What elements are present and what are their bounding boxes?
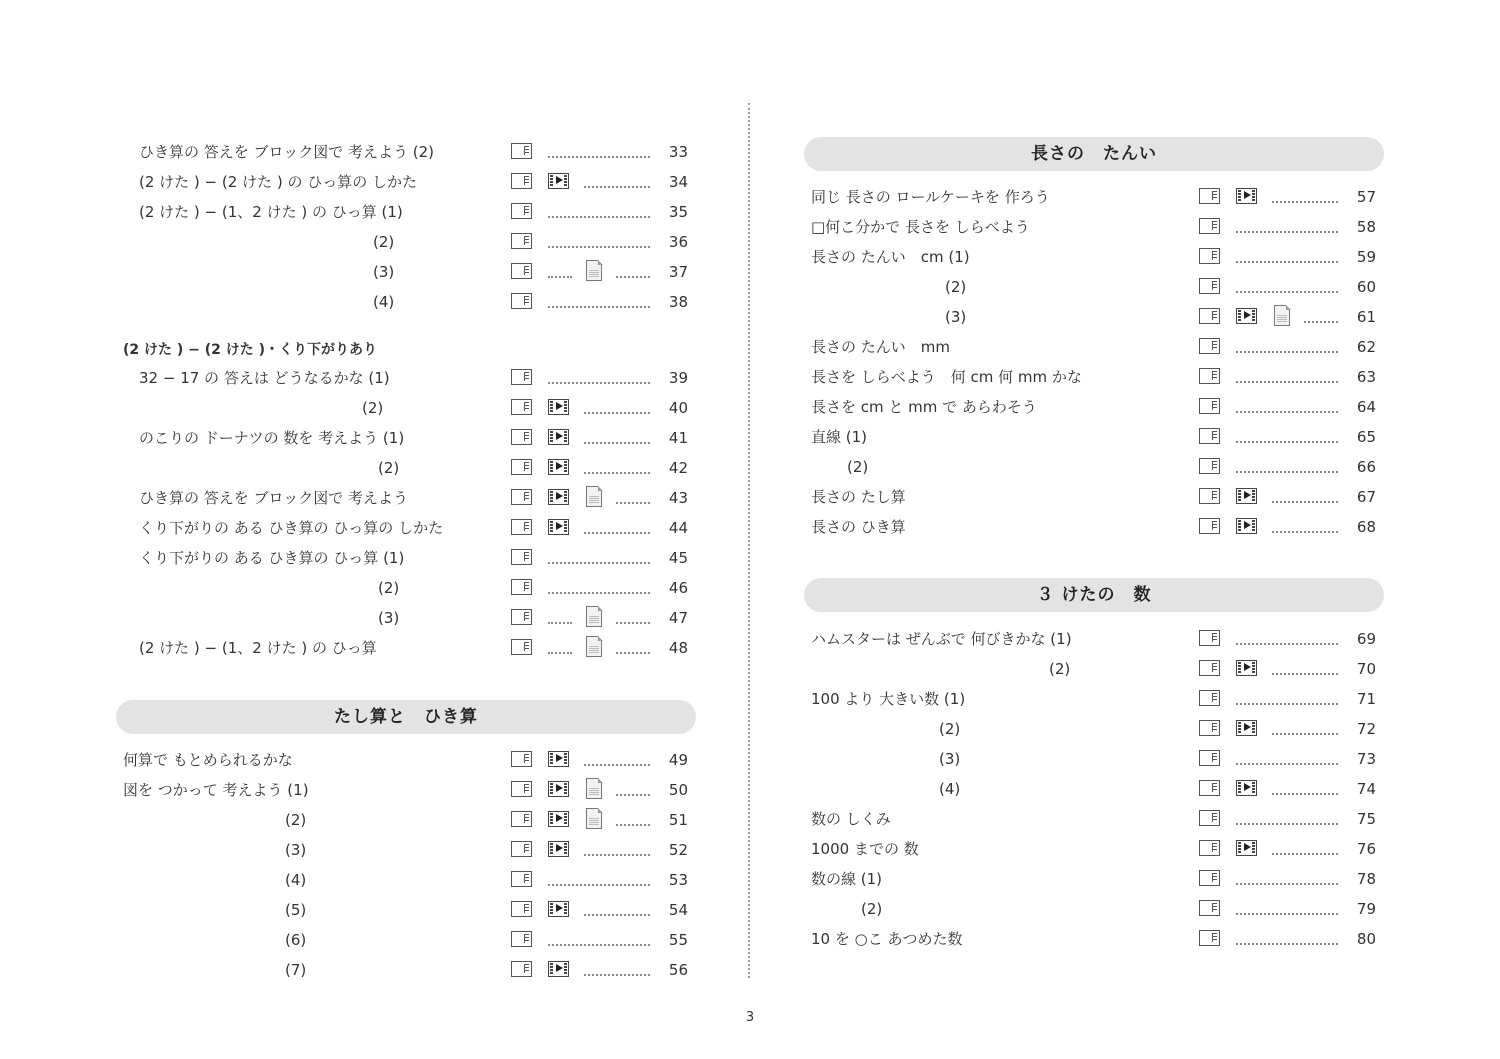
video-icon[interactable] xyxy=(1236,780,1257,796)
leader-dots xyxy=(548,156,650,158)
toc-entry[interactable] xyxy=(750,424,1500,450)
toc-entry[interactable] xyxy=(750,626,1500,652)
toc-entry-label: (3) xyxy=(939,750,961,768)
page-ref: 47 xyxy=(668,609,688,627)
document-icon[interactable] xyxy=(586,606,602,627)
leader-dots xyxy=(548,276,572,278)
page-ref: 45 xyxy=(668,549,688,567)
toc-entry[interactable] xyxy=(750,686,1500,712)
toc-entry-label: 長さを cm と mm で あらわそう xyxy=(811,398,1037,416)
video-icon[interactable] xyxy=(548,489,569,505)
page-ref: 57 xyxy=(1356,188,1376,206)
toc-entry-label: (3) xyxy=(378,609,400,627)
leader-dots xyxy=(584,442,650,444)
leader-dots xyxy=(1272,531,1338,533)
toc-entry[interactable] xyxy=(0,139,750,165)
video-icon[interactable] xyxy=(1236,488,1257,504)
toc-entry-label: 数の しくみ xyxy=(811,810,891,828)
leader-dots xyxy=(548,246,650,248)
leader-dots xyxy=(1236,883,1338,885)
section-header-tashizan-hikizan: たし算と ひき算 xyxy=(116,700,696,734)
toc-entry-label: (2 けた ) − (1、2 けた ) の ひっ算 (1) xyxy=(139,203,403,221)
toc-entry-label: 直線 (1) xyxy=(811,428,868,446)
toc-entry-label: (2) xyxy=(847,458,869,476)
page-ref: 49 xyxy=(668,751,688,769)
toc-entry[interactable] xyxy=(750,454,1500,480)
page-ref: 44 xyxy=(668,519,688,537)
page-ref: 50 xyxy=(668,781,688,799)
book-icon[interactable] xyxy=(511,293,532,309)
toc-entry-label: 図を つかって 考えよう (1) xyxy=(123,781,309,799)
page-ref: 48 xyxy=(668,639,688,657)
page-ref: 69 xyxy=(1356,630,1376,648)
video-icon[interactable] xyxy=(548,519,569,535)
leader-dots xyxy=(548,562,650,564)
book-icon[interactable] xyxy=(1199,518,1220,534)
toc-entry-label: 長さの たんい cm (1) xyxy=(811,248,970,266)
leader-dots xyxy=(1236,411,1338,413)
document-icon[interactable] xyxy=(586,778,602,799)
toc-entry-label: (2 けた ) − (2 けた ) の ひっ算の しかた xyxy=(139,173,417,191)
leader-dots xyxy=(548,382,650,384)
document-icon[interactable] xyxy=(586,260,602,281)
toc-entry-label: □何こ分かで 長さを しらべよう xyxy=(811,218,1030,236)
page-ref: 66 xyxy=(1356,458,1376,476)
toc-entry-label: ハムスターは ぜんぶで 何びきかな (1) xyxy=(811,630,1072,648)
toc-entry[interactable] xyxy=(750,836,1500,862)
page-ref: 62 xyxy=(1356,338,1376,356)
toc-entry[interactable] xyxy=(750,776,1500,802)
toc-entry-label: (3) xyxy=(285,841,307,859)
leader-dots xyxy=(548,884,650,886)
book-icon[interactable] xyxy=(511,609,532,625)
page-ref: 60 xyxy=(1356,278,1376,296)
book-icon[interactable] xyxy=(1199,188,1220,204)
leader-dots xyxy=(616,794,650,796)
toc-entry[interactable] xyxy=(750,274,1500,300)
page-ref: 53 xyxy=(668,871,688,889)
leader-dots xyxy=(584,412,650,414)
book-icon[interactable] xyxy=(1199,308,1220,324)
leader-dots xyxy=(548,652,572,654)
toc-entry[interactable] xyxy=(750,214,1500,240)
book-icon[interactable] xyxy=(1199,488,1220,504)
leader-dots xyxy=(584,472,650,474)
page-ref: 75 xyxy=(1356,810,1376,828)
toc-entry-label: (2) xyxy=(378,579,400,597)
toc-entry-label: のこりの ドーナツの 数を 考えよう (1) xyxy=(139,429,405,447)
book-icon[interactable] xyxy=(1199,278,1220,294)
leader-dots xyxy=(584,186,650,188)
toc-entry-label: (2) xyxy=(1049,660,1071,678)
leader-dots xyxy=(1236,763,1338,765)
book-icon[interactable] xyxy=(511,203,532,219)
toc-entry[interactable] xyxy=(0,455,750,481)
page-ref: 64 xyxy=(1356,398,1376,416)
section-header-3keta-kazu: ３ けたの 数 xyxy=(804,578,1384,612)
toc-entry[interactable] xyxy=(0,927,750,953)
toc-entry[interactable] xyxy=(0,575,750,601)
toc-entry[interactable] xyxy=(750,514,1500,540)
page-ref: 68 xyxy=(1356,518,1376,536)
toc-entry[interactable] xyxy=(750,746,1500,772)
toc-entry[interactable] xyxy=(0,169,750,195)
toc-entry[interactable] xyxy=(0,897,750,923)
video-icon[interactable] xyxy=(548,811,569,827)
leader-dots xyxy=(548,592,650,594)
toc-entry-label: (4) xyxy=(939,780,961,798)
toc-entry[interactable] xyxy=(750,304,1500,330)
leader-dots xyxy=(1272,673,1338,675)
page-ref: 76 xyxy=(1356,840,1376,858)
toc-entry-label: 長さの たんい mm xyxy=(811,338,950,356)
book-icon[interactable] xyxy=(511,579,532,595)
toc-entry-label: 長さを しらべよう 何 cm 何 mm かな xyxy=(811,368,1082,386)
book-icon[interactable] xyxy=(1199,720,1220,736)
leader-dots xyxy=(616,652,650,654)
video-icon[interactable] xyxy=(548,459,569,475)
leader-dots xyxy=(584,974,650,976)
page-ref: 63 xyxy=(1356,368,1376,386)
video-icon[interactable] xyxy=(1236,308,1257,324)
leader-dots xyxy=(1272,793,1338,795)
toc-entry[interactable] xyxy=(750,394,1500,420)
toc-entry[interactable] xyxy=(0,867,750,893)
toc-entry-label: 数の線 (1) xyxy=(811,870,883,888)
toc-entry-label: 何算で もとめられるかな xyxy=(123,751,293,769)
toc-entry-label: (3) xyxy=(373,263,395,281)
video-icon[interactable] xyxy=(548,781,569,797)
toc-entry[interactable] xyxy=(750,184,1500,210)
book-icon[interactable] xyxy=(511,961,532,977)
book-icon[interactable] xyxy=(511,143,532,159)
toc-entry-label: (2) xyxy=(861,900,883,918)
video-icon[interactable] xyxy=(1236,720,1257,736)
book-icon[interactable] xyxy=(1199,248,1220,264)
book-icon[interactable] xyxy=(1199,368,1220,384)
document-icon[interactable] xyxy=(586,486,602,507)
book-icon[interactable] xyxy=(511,549,532,565)
video-icon[interactable] xyxy=(548,961,569,977)
page-ref: 65 xyxy=(1356,428,1376,446)
toc-entry-label: (2) xyxy=(945,278,967,296)
leader-dots xyxy=(1236,913,1338,915)
leader-dots xyxy=(616,824,650,826)
page-ref: 71 xyxy=(1356,690,1376,708)
toc-entry[interactable] xyxy=(750,334,1500,360)
toc-entry-label: 10 を ○こ あつめた数 xyxy=(811,930,963,948)
video-icon[interactable] xyxy=(1236,840,1257,856)
leader-dots xyxy=(1236,643,1338,645)
toc-entry-label: 1000 までの 数 xyxy=(811,840,919,858)
section-header-nagasa-tani: 長さの たんい xyxy=(804,137,1384,171)
page-ref: 58 xyxy=(1356,218,1376,236)
toc-entry-label: (5) xyxy=(285,901,307,919)
leader-dots xyxy=(584,764,650,766)
video-icon[interactable] xyxy=(548,399,569,415)
toc-entry[interactable] xyxy=(0,425,750,451)
leader-dots xyxy=(1272,733,1338,735)
page-ref: 46 xyxy=(668,579,688,597)
toc-entry[interactable] xyxy=(750,484,1500,510)
leader-dots xyxy=(1272,853,1338,855)
book-icon[interactable] xyxy=(511,489,532,505)
book-icon[interactable] xyxy=(511,459,532,475)
book-icon[interactable] xyxy=(511,519,532,535)
book-icon[interactable] xyxy=(1199,630,1220,646)
leader-dots xyxy=(548,216,650,218)
toc-entry-label: (2 けた ) − (1、2 けた ) の ひっ算 xyxy=(139,639,377,657)
leader-dots xyxy=(1236,471,1338,473)
toc-entry[interactable] xyxy=(0,807,750,833)
leader-dots xyxy=(1236,261,1338,263)
leader-dots xyxy=(1236,823,1338,825)
book-icon[interactable] xyxy=(1199,930,1220,946)
leader-dots xyxy=(1236,291,1338,293)
page-ref: 59 xyxy=(1356,248,1376,266)
toc-entry[interactable] xyxy=(0,515,750,541)
book-icon[interactable] xyxy=(1199,218,1220,234)
page-ref: 56 xyxy=(668,961,688,979)
page-ref: 37 xyxy=(668,263,688,281)
document-icon[interactable] xyxy=(586,636,602,657)
video-icon[interactable] xyxy=(1236,518,1257,534)
toc-entry-label: 長さの たし算 xyxy=(811,488,906,506)
book-icon[interactable] xyxy=(1199,690,1220,706)
page-ref: 38 xyxy=(668,293,688,311)
page-ref: 54 xyxy=(668,901,688,919)
toc-entry[interactable] xyxy=(0,747,750,773)
toc-entry[interactable] xyxy=(0,605,750,631)
video-icon[interactable] xyxy=(1236,660,1257,676)
toc-entry[interactable] xyxy=(0,485,750,511)
toc-entry-label: (2) xyxy=(939,720,961,738)
leader-dots xyxy=(584,532,650,534)
book-icon[interactable] xyxy=(511,173,532,189)
page-ref: 73 xyxy=(1356,750,1376,768)
video-icon[interactable] xyxy=(1236,188,1257,204)
toc-entry[interactable] xyxy=(0,259,750,285)
book-icon[interactable] xyxy=(511,931,532,947)
leader-dots xyxy=(548,622,572,624)
document-icon[interactable] xyxy=(1274,305,1290,326)
toc-entry-label: くり下がりの ある ひき算の ひっ算 (1) xyxy=(139,549,405,567)
book-icon[interactable] xyxy=(1199,660,1220,676)
toc-entry[interactable] xyxy=(750,656,1500,682)
page-ref: 61 xyxy=(1356,308,1376,326)
toc-entry-label: (6) xyxy=(285,931,307,949)
book-icon[interactable] xyxy=(1199,750,1220,766)
book-icon[interactable] xyxy=(511,811,532,827)
page-ref: 52 xyxy=(668,841,688,859)
book-icon[interactable] xyxy=(511,399,532,415)
video-icon[interactable] xyxy=(548,751,569,767)
toc-entry-label: くり下がりの ある ひき算の ひっ算の しかた xyxy=(139,519,444,537)
book-icon[interactable] xyxy=(1199,810,1220,826)
book-icon[interactable] xyxy=(1199,458,1220,474)
book-icon[interactable] xyxy=(1199,870,1220,886)
toc-entry[interactable] xyxy=(0,365,750,391)
page-ref: 78 xyxy=(1356,870,1376,888)
page-ref: 42 xyxy=(668,459,688,477)
toc-entry[interactable] xyxy=(0,199,750,225)
page-ref: 36 xyxy=(668,233,688,251)
book-icon[interactable] xyxy=(511,781,532,797)
toc-entry-label: (2) xyxy=(362,399,384,417)
page-ref: 80 xyxy=(1356,930,1376,948)
book-icon[interactable] xyxy=(511,233,532,249)
leader-dots xyxy=(1304,321,1338,323)
video-icon[interactable] xyxy=(548,841,569,857)
toc-entry[interactable] xyxy=(750,806,1500,832)
leader-dots xyxy=(1236,351,1338,353)
page-ref: 51 xyxy=(668,811,688,829)
leader-dots xyxy=(1236,943,1338,945)
toc-entry[interactable] xyxy=(750,926,1500,952)
page-ref: 40 xyxy=(668,399,688,417)
toc-entry-label: (2) xyxy=(378,459,400,477)
book-icon[interactable] xyxy=(511,263,532,279)
book-icon[interactable] xyxy=(1199,840,1220,856)
page-ref: 74 xyxy=(1356,780,1376,798)
book-icon[interactable] xyxy=(1199,900,1220,916)
leader-dots xyxy=(1236,441,1338,443)
page-ref: 33 xyxy=(668,143,688,161)
book-icon[interactable] xyxy=(511,429,532,445)
toc-entry-label: ひき算の 答えを ブロック図で 考えよう xyxy=(139,489,409,507)
leader-dots xyxy=(1236,703,1338,705)
video-icon[interactable] xyxy=(548,173,569,189)
toc-entry[interactable] xyxy=(0,395,750,421)
toc-entry-label: (4) xyxy=(373,293,395,311)
toc-entry-label: (3) xyxy=(945,308,967,326)
page-ref: 79 xyxy=(1356,900,1376,918)
page-ref: 35 xyxy=(668,203,688,221)
book-icon[interactable] xyxy=(1199,338,1220,354)
page-ref: 72 xyxy=(1356,720,1376,738)
toc-entry-label: (7) xyxy=(285,961,307,979)
leader-dots xyxy=(616,276,650,278)
document-icon[interactable] xyxy=(586,808,602,829)
toc-entry[interactable] xyxy=(750,716,1500,742)
leader-dots xyxy=(548,306,650,308)
book-icon[interactable] xyxy=(1199,398,1220,414)
toc-entry-label: 同じ 長さの ロールケーキを 作ろう xyxy=(811,188,1050,206)
toc-entry-label: (2) xyxy=(373,233,395,251)
toc-entry-label: (2) xyxy=(285,811,307,829)
toc-entry[interactable] xyxy=(0,229,750,255)
toc-entry[interactable] xyxy=(750,364,1500,390)
leader-dots xyxy=(616,502,650,504)
toc-entry[interactable] xyxy=(0,289,750,315)
toc-entry[interactable] xyxy=(0,635,750,661)
leader-dots xyxy=(1272,501,1338,503)
leader-dots xyxy=(584,854,650,856)
leader-dots xyxy=(548,944,650,946)
toc-entry[interactable] xyxy=(0,545,750,571)
book-icon[interactable] xyxy=(1199,428,1220,444)
book-icon[interactable] xyxy=(1199,780,1220,796)
toc-entry-label: (4) xyxy=(285,871,307,889)
page-ref: 34 xyxy=(668,173,688,191)
video-icon[interactable] xyxy=(548,429,569,445)
page-ref: 55 xyxy=(668,931,688,949)
leader-dots xyxy=(1272,201,1338,203)
page-ref: 39 xyxy=(668,369,688,387)
toc-entry-label: 100 より 大きい数 (1) xyxy=(811,690,966,708)
page-number: 3 xyxy=(745,1010,755,1025)
book-icon[interactable] xyxy=(511,901,532,917)
page-ref: 43 xyxy=(668,489,688,507)
book-icon[interactable] xyxy=(511,841,532,857)
book-icon[interactable] xyxy=(511,751,532,767)
toc-entry[interactable] xyxy=(0,837,750,863)
book-icon[interactable] xyxy=(511,871,532,887)
toc-entry[interactable] xyxy=(750,244,1500,270)
leader-dots xyxy=(584,914,650,916)
video-icon[interactable] xyxy=(548,901,569,917)
page-ref: 67 xyxy=(1356,488,1376,506)
leader-dots xyxy=(616,622,650,624)
page-ref: 70 xyxy=(1356,660,1376,678)
toc-entry-label: ひき算の 答えを ブロック図で 考えよう (2) xyxy=(139,143,435,161)
toc-entry-label: 長さの ひき算 xyxy=(811,518,906,536)
toc-entry[interactable] xyxy=(750,896,1500,922)
book-icon[interactable] xyxy=(511,639,532,655)
toc-entry[interactable] xyxy=(750,866,1500,892)
book-icon[interactable] xyxy=(511,369,532,385)
page-ref: 41 xyxy=(668,429,688,447)
toc-entry[interactable] xyxy=(0,777,750,803)
toc-entry-label: 32 − 17 の 答えは どうなるかな (1) xyxy=(139,369,390,387)
subheading: (2 けた ) − (2 けた )・くり下がりあり xyxy=(123,342,378,358)
leader-dots xyxy=(1236,381,1338,383)
leader-dots xyxy=(1236,231,1338,233)
toc-entry[interactable] xyxy=(0,957,750,983)
